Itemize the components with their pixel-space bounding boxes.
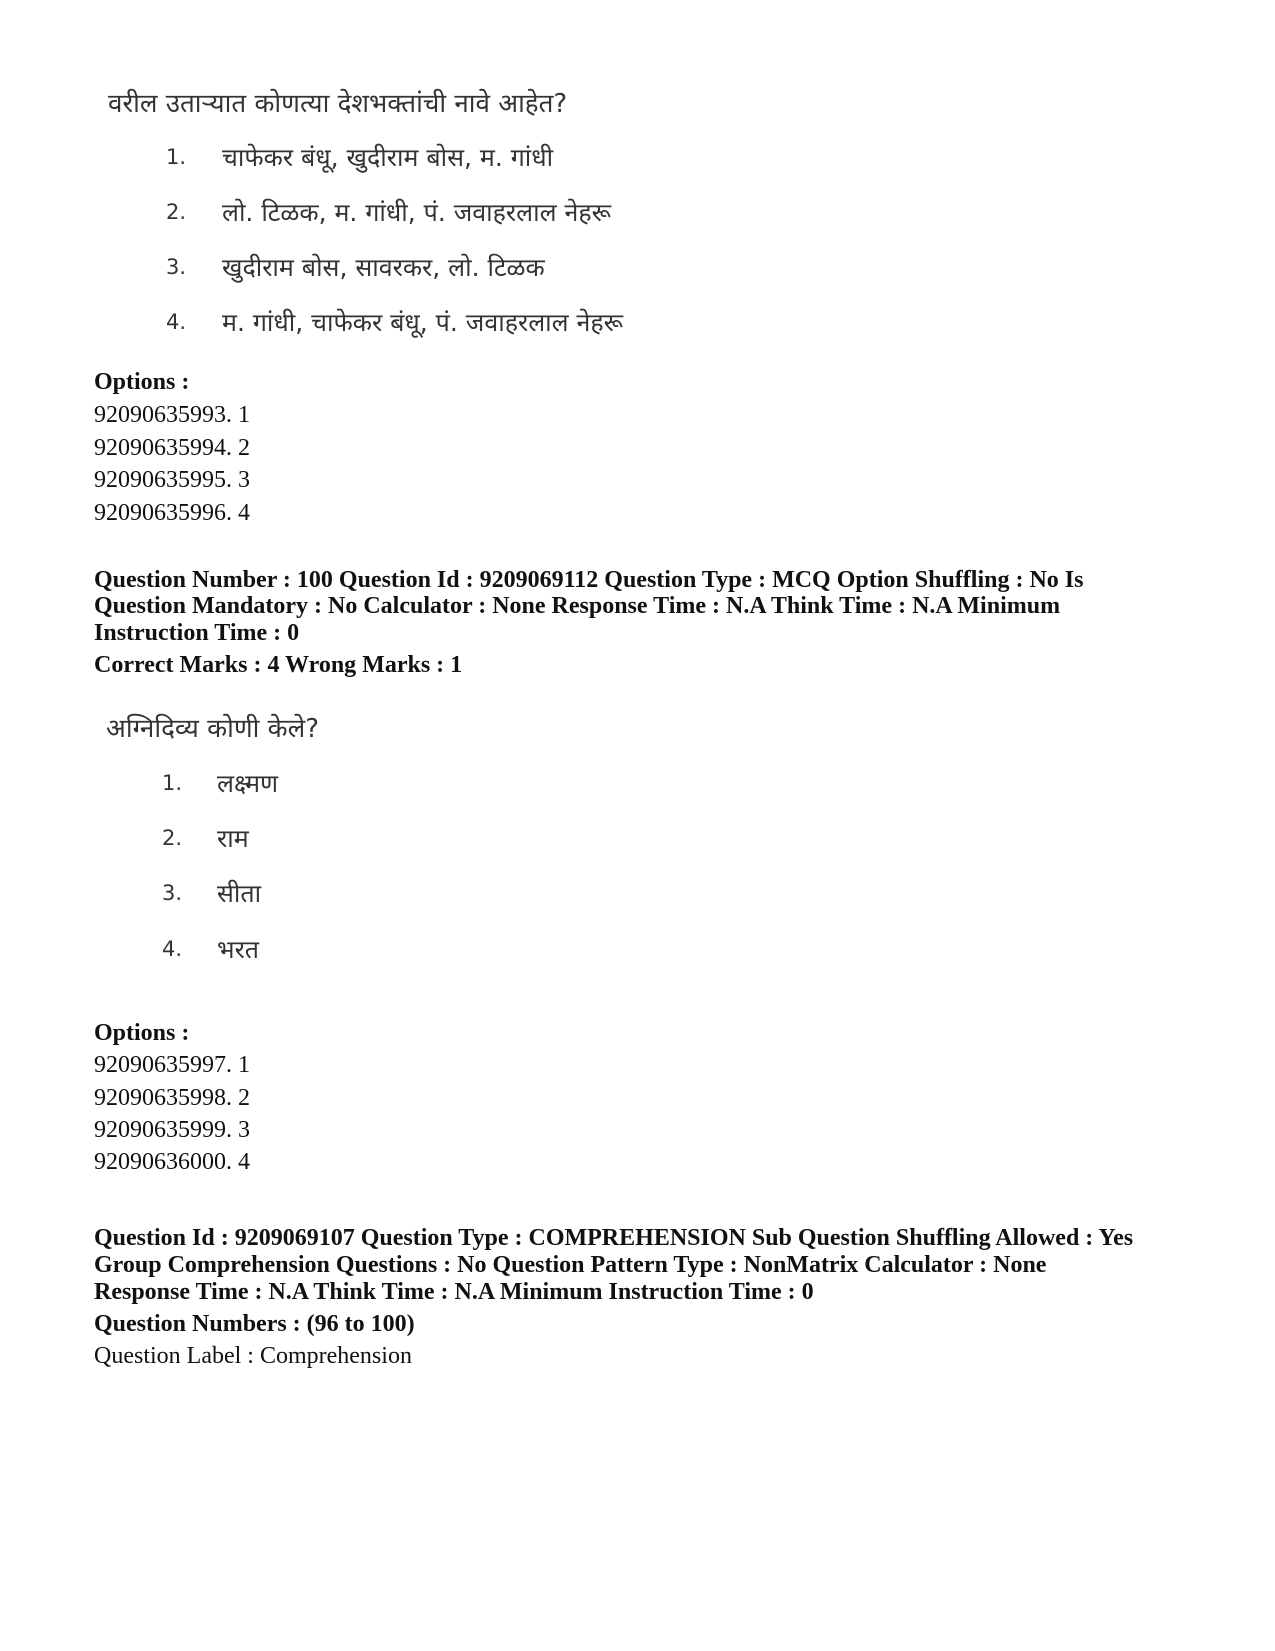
options-label: Options : bbox=[94, 369, 190, 395]
choice-number: 1. bbox=[162, 771, 183, 795]
comprehension-meta-line: Group Comprehension Questions : No Question Pattern Type : NonMatrix Calculator : None bbox=[94, 1252, 1047, 1278]
question-meta-line: Question Number : 100 Question Id : 9209069112 Question Type : MCQ Option Shuffling : No Is bbox=[94, 567, 1084, 593]
choice-number: 3. bbox=[162, 881, 183, 905]
option-line: 92090635996. 4 bbox=[94, 500, 250, 526]
question-text: वरील उताऱ्यात कोणत्या देशभक्तांची नावे आहेत? bbox=[108, 89, 568, 119]
choice-number: 4. bbox=[166, 310, 187, 334]
comprehension-meta-line: Response Time : N.A Think Time : N.A Minimum Instruction Time : 0 bbox=[94, 1279, 814, 1305]
question-text: अग्निदिव्य कोणी केले? bbox=[106, 714, 320, 744]
choice-text: राम bbox=[217, 824, 249, 853]
question-numbers: Question Numbers : (96 to 100) bbox=[94, 1311, 415, 1337]
option-line: 92090635998. 2 bbox=[94, 1085, 250, 1111]
choice-text: चाफेकर बंधू, खुदीराम बोस, म. गांधी bbox=[222, 143, 554, 172]
options-label: Options : bbox=[94, 1020, 190, 1046]
option-line: 92090635999. 3 bbox=[94, 1117, 250, 1143]
question-label: Question Label : Comprehension bbox=[94, 1343, 412, 1369]
choice-text: म. गांधी, चाफेकर बंधू, पं. जवाहरलाल नेहरू bbox=[222, 308, 624, 337]
choice-text: लक्ष्मण bbox=[217, 769, 279, 798]
choice-text: भरत bbox=[217, 935, 260, 964]
choice-number: 2. bbox=[162, 826, 183, 850]
choice-number: 2. bbox=[166, 200, 187, 224]
option-line: 92090635994. 2 bbox=[94, 435, 250, 461]
option-line: 92090636000. 4 bbox=[94, 1149, 250, 1175]
choice-number: 3. bbox=[166, 255, 187, 279]
choice-text: खुदीराम बोस, सावरकर, लो. टिळक bbox=[222, 253, 545, 282]
choice-number: 4. bbox=[162, 937, 183, 961]
choice-text: सीता bbox=[217, 879, 262, 908]
option-line: 92090635997. 1 bbox=[94, 1052, 250, 1078]
question-meta-line: Question Mandatory : No Calculator : None Response Time : N.A Think Time : N.A Minimum bbox=[94, 593, 1061, 619]
marks-line: Correct Marks : 4 Wrong Marks : 1 bbox=[94, 652, 463, 678]
choice-number: 1. bbox=[166, 145, 187, 169]
question-meta-line: Instruction Time : 0 bbox=[94, 620, 300, 646]
comprehension-meta-line: Question Id : 9209069107 Question Type : COMPREHENSION Sub Question Shuffling Allowed : Yes bbox=[94, 1225, 1134, 1251]
choice-text: लो. टिळक, म. गांधी, पं. जवाहरलाल नेहरू bbox=[222, 198, 612, 227]
option-line: 92090635995. 3 bbox=[94, 467, 250, 493]
option-line: 92090635993. 1 bbox=[94, 402, 250, 428]
